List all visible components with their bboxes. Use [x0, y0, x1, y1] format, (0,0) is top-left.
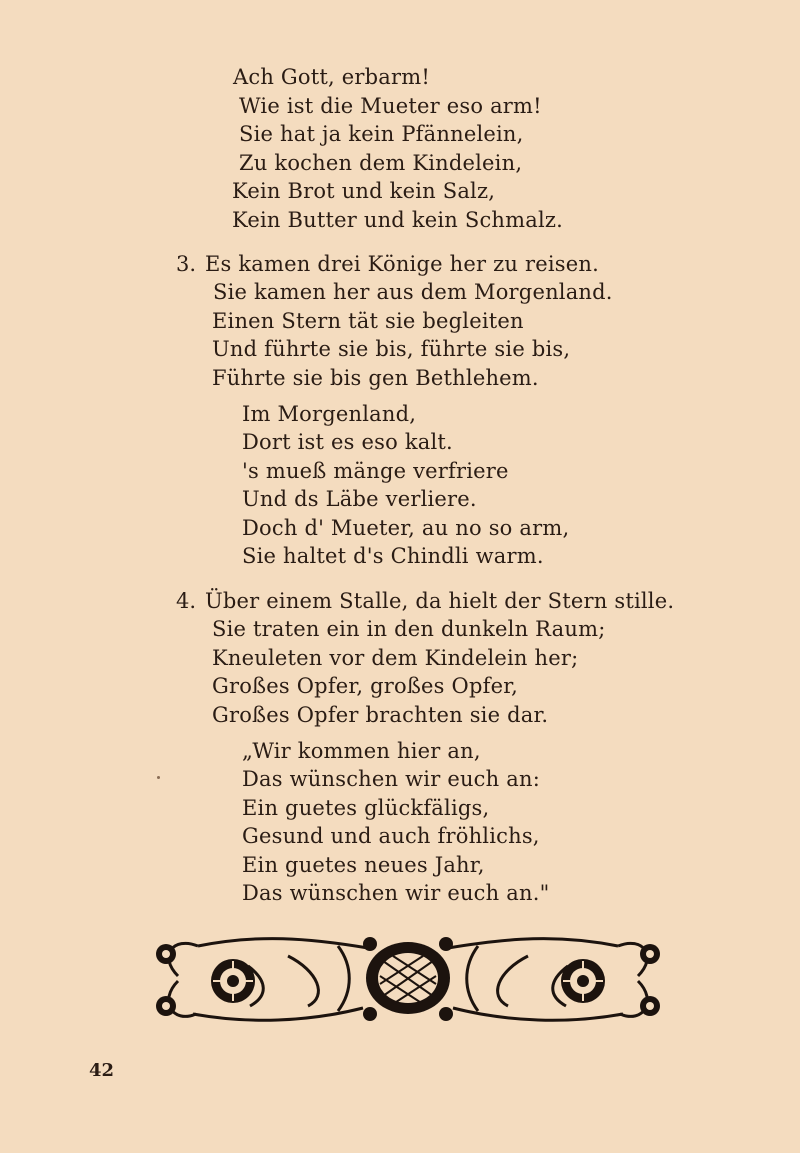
refrain-line: Im Morgenland,: [242, 402, 417, 426]
refrain-line: Dort ist es eso kalt.: [242, 430, 453, 454]
verse-line: Wie ist die Mueter eso arm!: [239, 94, 542, 118]
refrain-line: Doch d' Mueter, au no so arm,: [242, 516, 570, 540]
stanza-number: 3.: [176, 252, 197, 276]
verse-line: Führte sie bis gen Bethlehem.: [212, 366, 539, 390]
refrain-line: Und ds Läbe verliere.: [242, 487, 477, 511]
verse-line: Kein Butter und kein Schmalz.: [232, 208, 564, 232]
verse-line: Kneuleten vor dem Kindelein her;: [212, 646, 579, 670]
verse-line: Großes Opfer, großes Opfer,: [212, 674, 519, 698]
refrain-line: Ein guetes glückfäligs,: [242, 796, 490, 820]
refrain-line: „Wir kommen hier an,: [242, 739, 481, 763]
verse-line: Zu kochen dem Kindelein,: [239, 151, 523, 175]
refrain-line: 's mueß mänge verfriere: [242, 459, 509, 483]
verse-line: Sie hat ja kein Pfännelein,: [239, 122, 524, 146]
refrain-line: Gesund und auch fröhlichs,: [242, 824, 540, 848]
paper-speck: [157, 776, 160, 779]
refrain-line: Ein guetes neues Jahr,: [242, 853, 485, 877]
verse-line: Sie kamen her aus dem Morgenland.: [213, 280, 613, 304]
verse-line: Kein Brot und kein Salz,: [232, 179, 496, 203]
verse-line: Über einem Stalle, da hielt der Stern stille.: [205, 589, 675, 613]
verse-line: Und führte sie bis, führte sie bis,: [212, 337, 571, 361]
verse-line: Einen Stern tät sie begleiten: [212, 309, 524, 333]
refrain-line: Das wünschen wir euch an:: [242, 767, 540, 791]
verse-line: Ach Gott, erbarm!: [233, 65, 430, 89]
refrain-line: Sie haltet d's Chindli warm.: [242, 544, 544, 568]
page-number: 42: [89, 1060, 115, 1081]
verse-line: Es kamen drei Könige her zu reisen.: [205, 252, 599, 276]
refrain-line: Das wünschen wir euch an.": [242, 881, 550, 905]
stanza-number: 4.: [176, 589, 197, 613]
floral-vignette-icon: [138, 926, 678, 1030]
verse-line: Großes Opfer brachten sie dar.: [212, 703, 549, 727]
verse-line: Sie traten ein in den dunkeln Raum;: [212, 617, 606, 641]
